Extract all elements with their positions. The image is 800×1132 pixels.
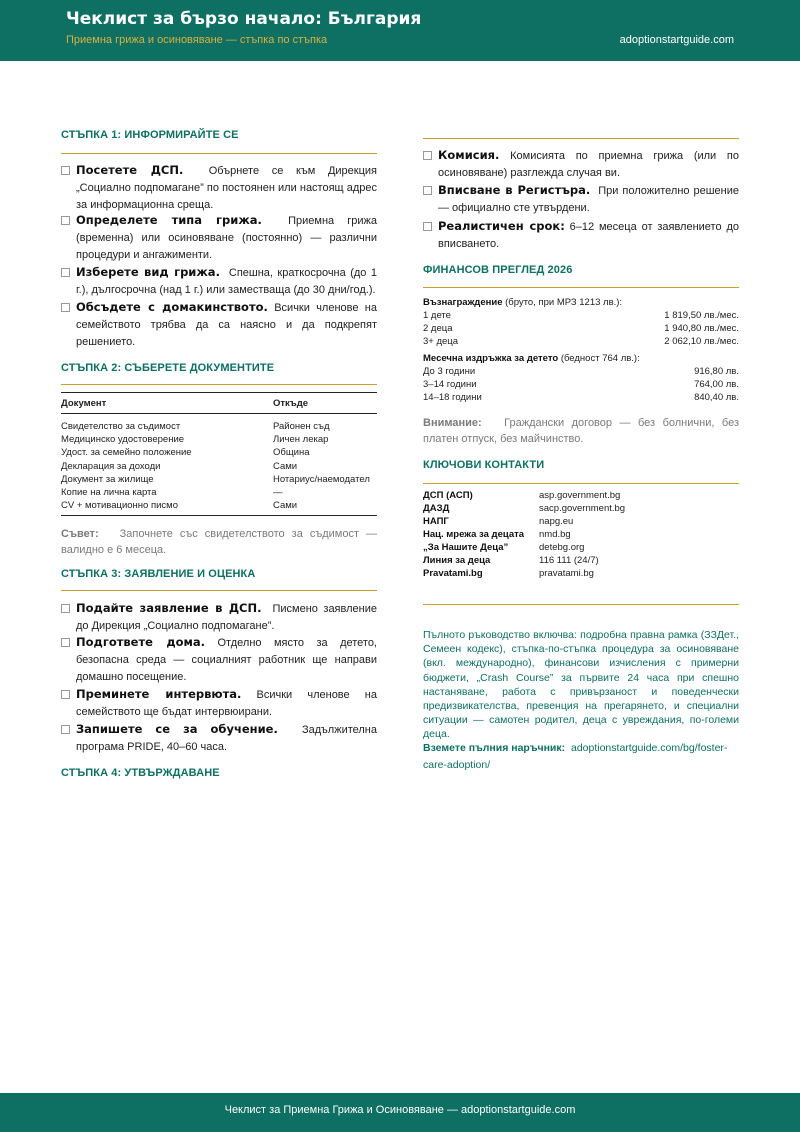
table-row — [61, 433, 377, 446]
contact-name: Нац. мрежа за децата — [423, 529, 525, 540]
tip-note — [61, 526, 377, 558]
table-cell: Сами — [273, 460, 298, 472]
warning-text: Граждански договор — без болнични, без платен отпуск, без майчинство. — [423, 417, 739, 445]
support-row-label: 3–14 години — [423, 379, 477, 390]
support-row — [423, 391, 739, 404]
support-row — [423, 378, 739, 391]
pay-row-label: 2 деца — [423, 323, 453, 334]
item-text: Обърнете се към Дирекция „Социално подпомагане” по постоянен или настоящ адрес за информационна среща. — [76, 165, 377, 211]
checklist-item[interactable] — [61, 600, 377, 635]
contact-row — [423, 489, 739, 502]
item-text: При положително решение — официално сте утвърдени. — [438, 185, 739, 214]
contact-name: ДСП (АСП) — [423, 490, 473, 501]
item-text: 6–12 месеца от заявлението до вписването. — [438, 221, 739, 250]
contact-row — [423, 528, 739, 541]
contact-row — [423, 502, 739, 515]
contact-name: Линия за деца — [423, 555, 491, 566]
section-divider — [61, 153, 377, 154]
contact-link[interactable]: nmd.bg — [539, 529, 571, 540]
site-link[interactable]: adoptionstartguide.com — [619, 34, 734, 46]
table-row — [61, 446, 377, 459]
table-cell: Медицинско удостоверение — [61, 434, 185, 446]
footer-text: Чеклист за Приемна Грижа и Осиновяване — adoptionstartguide.com — [224, 1104, 576, 1116]
contact-link[interactable]: sacp.government.bg — [539, 503, 626, 514]
checklist-item[interactable] — [61, 299, 377, 351]
pay-row-value: 1 940,80 лв./мес. — [664, 323, 739, 334]
table-cell: CV + мотивационно писмо — [61, 499, 273, 516]
pay-label: Възнаграждение — [423, 297, 503, 308]
support-row — [423, 365, 739, 378]
checklist-item[interactable] — [423, 218, 739, 253]
warning-note — [423, 415, 739, 447]
contact-name: НАПГ — [423, 516, 449, 527]
page-subtitle: Приемна грижа и осиновяване — стъпка по стъпка — [66, 34, 328, 46]
table-cell: Сами — [273, 499, 377, 516]
item-text: Писмено заявление до Дирекция „Социално подпомагане”. — [76, 603, 377, 632]
section-divider — [61, 590, 377, 591]
item-text: Комисията по приемна грижа (или по осиновяване) разглежда случая ви. — [438, 150, 739, 179]
contact-row — [423, 554, 739, 567]
table-cell: Декларация за доходи — [61, 460, 161, 472]
pay-row — [423, 335, 739, 348]
table-row — [61, 473, 377, 486]
checklist-item[interactable] — [61, 264, 377, 299]
pay-row — [423, 309, 739, 322]
checkbox-icon[interactable] — [423, 186, 432, 195]
pay-row-value: 1 819,50 лв./мес. — [664, 310, 739, 321]
contact-row — [423, 567, 739, 580]
page-header — [0, 0, 800, 61]
checklist-item[interactable] — [423, 147, 739, 182]
item-lead: Посетете ДСП. — [76, 163, 184, 177]
item-lead: Подайте заявление в ДСП. — [76, 601, 262, 615]
pay-row-label: 1 дете — [423, 310, 451, 321]
support-row-value: 916,80 лв. — [694, 366, 739, 377]
item-lead: Преминете интервюта. — [76, 687, 242, 701]
table-cell: — — [273, 487, 283, 499]
column-header: Документ — [61, 393, 273, 414]
item-lead: Реалистичен срок: — [438, 219, 565, 233]
page-title: Чеклист за бързо начало: България — [66, 9, 422, 29]
checkbox-icon[interactable] — [61, 268, 70, 277]
item-text: Всички членове на семейството трябва да са наясно и да подкрепят решението. — [76, 302, 377, 348]
step2-title: СТЪПКА 2: СЪБЕРЕТЕ ДОКУМЕНТИТЕ — [61, 362, 275, 374]
step3-title: СТЪПКА 3: ЗАЯВЛЕНИЕ И ОЦЕНКА — [61, 568, 256, 580]
checkbox-icon[interactable] — [423, 151, 432, 160]
contact-link[interactable]: detebg.org — [539, 542, 585, 553]
contact-name: Pravatami.bg — [423, 568, 483, 579]
step1-title: СТЪПКА 1: ИНФОРМИРАЙТЕ СЕ — [61, 129, 239, 141]
contact-link[interactable]: asp.government.bg — [539, 490, 621, 501]
item-lead: Определете типа грижа. — [76, 213, 262, 227]
support-row-value: 840,40 лв. — [694, 392, 739, 403]
item-text: Приемна грижа (временна) или осиновяване (постоянно) — различни процедури и ангажименти. — [76, 215, 377, 261]
item-text: Всички членове на семейството ще бъдат интервюирани. — [76, 689, 377, 718]
pay-note: (бруто, при МРЗ 1213 лв.): — [505, 297, 623, 308]
section-divider — [61, 384, 377, 385]
checkbox-icon[interactable] — [61, 638, 70, 647]
step4-title: СТЪПКА 4: УТВЪРЖДАВАНЕ — [61, 767, 220, 779]
section-divider — [423, 138, 739, 139]
tip-label: Съвет: — [61, 528, 99, 540]
checkbox-icon[interactable] — [423, 222, 432, 231]
table-cell: Районен съд — [273, 421, 330, 432]
item-lead: Изберете вид грижа. — [76, 265, 220, 279]
item-lead: Вписване в Регистъра. — [438, 183, 591, 197]
contact-row — [423, 515, 739, 528]
item-lead: Комисия. — [438, 148, 500, 162]
item-lead: Обсъдете с домакинството. — [76, 300, 268, 314]
pay-row-label: 3+ деца — [423, 336, 459, 347]
item-lead: Подгответе дома. — [76, 635, 206, 649]
column-header: Откъде — [273, 393, 377, 414]
cta-link[interactable]: adoptionstartguide.com/bg/foster-care-adoption/ — [423, 742, 728, 771]
support-row-label: До 3 години — [423, 366, 476, 377]
pay-row-value: 2 062,10 лв./мес. — [664, 336, 739, 347]
contact-row — [423, 541, 739, 554]
checklist-item[interactable] — [61, 212, 377, 264]
pay-row — [423, 322, 739, 335]
warning-label: Внимание: — [423, 417, 482, 429]
checkbox-icon[interactable] — [61, 725, 70, 734]
table-cell: Удост. за семейно положение — [61, 447, 192, 459]
contact-link[interactable]: napg.eu — [539, 516, 574, 527]
table-cell: Личен лекар — [273, 434, 329, 446]
checkbox-icon[interactable] — [61, 690, 70, 699]
tip-text: Започнете със свидетелството за съдимост — валидно е 6 месеца. — [61, 528, 378, 556]
item-lead: Запишете се за обучение. — [76, 722, 278, 736]
item-text: Спешна, краткосрочна (до 1 г.), дългосрочна (над 1 г.) или заместваща (до 30 дни/год.). — [76, 267, 377, 296]
finance-block — [423, 296, 739, 404]
support-label: Месечна издръжка за детето — [423, 353, 559, 364]
item-text: Задължителна програма PRIDE, 40–60 часа. — [76, 724, 377, 753]
item-text: Отделно място за детето, безопасна среда — социалният работник ще направи домашно посещение. — [76, 637, 377, 683]
cta-label: Вземете пълния наръчник: — [423, 742, 566, 754]
table-header-row — [61, 393, 377, 414]
checkbox-icon[interactable] — [61, 216, 70, 225]
guide-description: Пълното ръководство включва: подробна правна рамка (ЗЗДет., Семеен кодекс), стъпка-по-стъпка процедура за осиновяване (вкл. международно), финансови изчисления с примерни бюджети, „Crash Course” за първите 24 часа при спешно настаняване, работа с привързаност и поведенчески предизвикателства, превенция на прегарянето, и специални ситуации — самотен родител, деца с увреждания, по-големи деца. — [423, 629, 739, 741]
table-cell: Община — [273, 447, 310, 459]
checklist-item[interactable] — [61, 686, 377, 721]
checkbox-icon[interactable] — [61, 166, 70, 175]
pay-heading — [423, 296, 739, 309]
table-cell: Нотариус/наемодател — [273, 473, 370, 485]
table-cell: Копие на лична карта — [61, 487, 157, 499]
support-heading — [423, 352, 739, 365]
page-footer — [0, 1093, 800, 1132]
table-row — [61, 486, 377, 499]
contact-link[interactable]: pravatami.bg — [539, 568, 594, 579]
table-row — [61, 414, 377, 434]
checkbox-icon[interactable] — [61, 303, 70, 312]
section-divider — [423, 604, 739, 605]
section-divider — [423, 483, 739, 484]
contacts-title: КЛЮЧОВИ КОНТАКТИ — [423, 459, 545, 471]
support-row-label: 14–18 години — [423, 392, 482, 403]
table-row — [61, 499, 377, 516]
checklist-item[interactable] — [423, 182, 739, 217]
contact-name: „За Нашите Деца” — [423, 542, 509, 553]
section-divider — [423, 287, 739, 288]
support-row-value: 764,00 лв. — [694, 379, 739, 390]
table-cell: Свидетелство за съдимост — [61, 421, 181, 432]
contact-name: ДАЗД — [423, 503, 450, 514]
table-cell: Документ за жилище — [61, 473, 154, 485]
checklist-item[interactable] — [61, 721, 377, 756]
finance-title: ФИНАНСОВ ПРЕГЛЕД 2026 — [423, 264, 573, 276]
guide-cta — [423, 740, 739, 774]
documents-table — [61, 392, 377, 516]
contact-phone[interactable]: 116 111 (24/7) — [539, 555, 599, 566]
checklist-item[interactable] — [61, 162, 377, 214]
contacts-list — [423, 489, 739, 580]
checkbox-icon[interactable] — [61, 604, 70, 613]
checklist-item[interactable] — [61, 634, 377, 686]
support-note: (бедност 764 лв.): — [560, 353, 640, 364]
table-row — [61, 460, 377, 473]
